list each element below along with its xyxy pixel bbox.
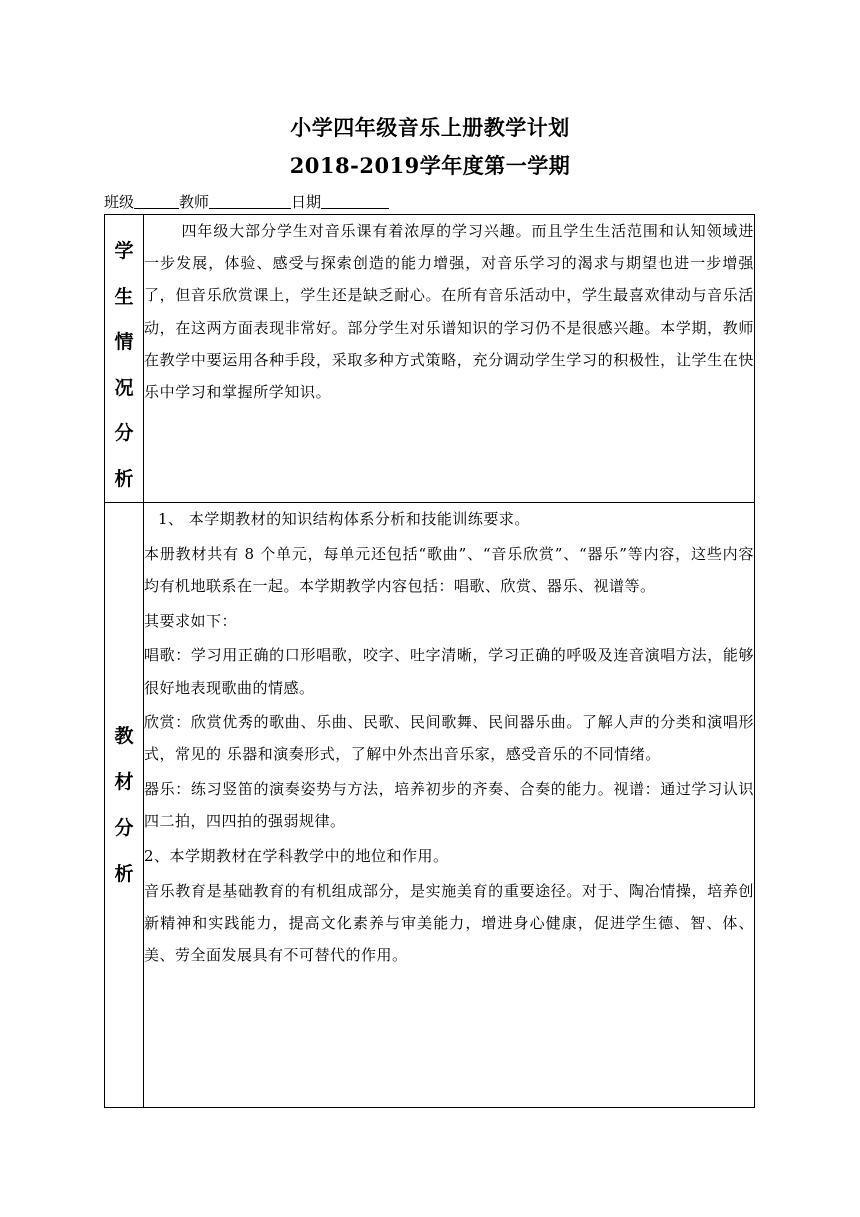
meta-line (104, 191, 389, 212)
textbook-analysis-heading (105, 503, 144, 1108)
heading-char: 生 (114, 285, 134, 308)
textbook-analysis-row (105, 503, 755, 1108)
heading-char: 教 (114, 725, 134, 747)
teacher-label: 教师 (179, 193, 210, 211)
teacher-blank[interactable] (209, 193, 291, 209)
appreciation-requirement: 欣赏：欣赏优秀的歌曲、乐曲、民歌、民间歌舞、民间器乐曲。了解人声的分类和演唱形式，常见的 乐器和演奏形式，了解中外杰出音乐家，感受音乐的不同情绪。 (144, 713, 754, 764)
units-paragraph: 本册教材共有 8 个单元，每单元还包括“歌曲”、“音乐欣赏”、“器乐”等内容，这些内容均有机地联系在一起。本学期教学内容包括：唱歌、欣赏、器乐、视谱等。 (144, 544, 754, 595)
date-label: 日期 (291, 193, 322, 211)
student-analysis-heading (105, 215, 144, 503)
requirements-intro: 其要求如下： (144, 611, 238, 630)
heading-char: 情 (114, 331, 134, 353)
document-subtitle: 2018-2019学年度第一学期 (289, 153, 571, 178)
document-title: 小学四年级音乐上册教学计划 (290, 115, 570, 140)
date-blank[interactable] (321, 193, 389, 209)
student-analysis-paragraph: 四年级大部分学生对音乐课有着浓厚的学习兴趣。而且学生生活范围和认知领域进一步发展，体验、感受与探索创造的能力增强，对音乐学习的渴求与期望也进一步增强了，但音乐欣赏课上，学生还是缺乏耐心。在所有音乐活动中，学生最喜欢律动与音乐活动，在这两方面表现非常好。部分学生对乐谱知识的学习仍不是很感兴趣。本学期，教师在教学中要运用各种手段，采取多种方式策略，充分调动学生学习的积极性，让学生在快乐中学习和掌握所学知识。 (144, 222, 754, 402)
section-point-1: 1、 本学期教材的知识结构体系分析和技能训练要求。 (158, 510, 530, 528)
plan-table (104, 214, 755, 1108)
role-paragraph: 音乐教育是基础教育的有机组成部分，是实施美育的重要途径。对于、陶冶情操，培养创新精神和实践能力，提高文化素养与审美能力，增进身心健康，促进学生德、智、体、美、劳全面发展具有不可替代的作用。 (144, 881, 754, 965)
heading-char: 析 (114, 467, 134, 490)
heading-char: 学 (114, 240, 134, 262)
instrument-requirement: 器乐：练习竖笛的演奏姿势与方法，培养初步的齐奏、合奏的能力。视谱：通过学习认识四二拍，四四拍的强弱规律。 (144, 780, 754, 831)
heading-char: 材 (114, 771, 134, 793)
class-label: 班级 (104, 193, 135, 211)
heading-char: 况 (114, 376, 134, 399)
heading-char: 析 (114, 863, 134, 885)
heading-char: 分 (114, 817, 134, 839)
class-blank[interactable] (134, 193, 179, 209)
student-analysis-row (105, 215, 755, 503)
student-analysis-content (144, 215, 755, 503)
heading-char: 分 (114, 422, 134, 444)
textbook-analysis-content (144, 503, 755, 1108)
section-point-2: 2、本学期教材在学科教学中的地位和作用。 (144, 847, 449, 866)
singing-requirement: 唱歌：学习用正确的口形唱歌，咬字、吐字清晰，学习正确的呼吸及连音演唱方法，能够很好地表现歌曲的情感。 (144, 646, 754, 697)
